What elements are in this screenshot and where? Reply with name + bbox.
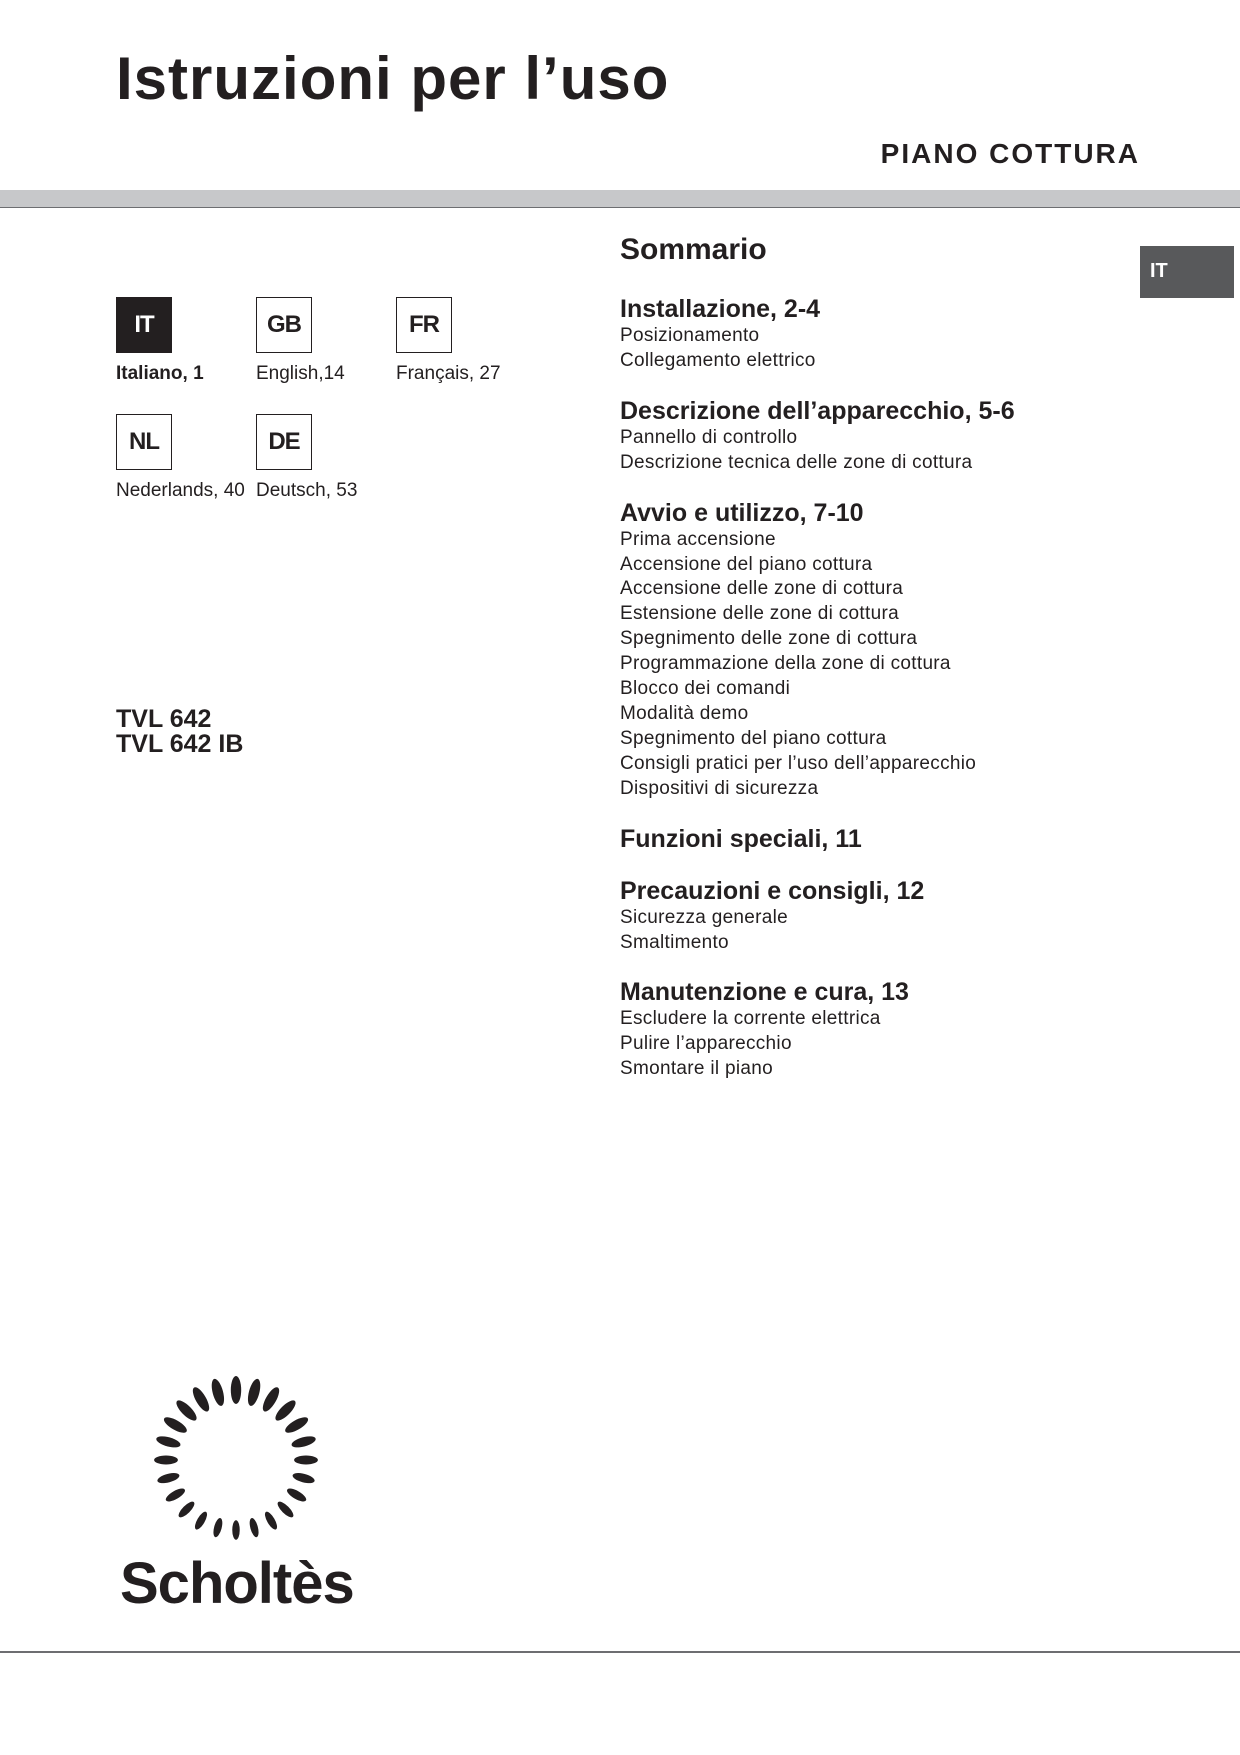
toc-section-descrizione [620,396,1120,476]
toc-item[interactable]: Pulire l’apparecchio [620,1033,792,1055]
footer-rule [0,1651,1240,1653]
header-band [0,190,1240,207]
toc-item[interactable]: Sicurezza generale [620,906,789,928]
toc-item[interactable]: Smontare il piano [620,1058,773,1080]
toc-item[interactable]: Posizionamento [620,325,760,346]
sun-ray [190,1385,213,1414]
language-french[interactable] [396,297,536,385]
toc-item[interactable]: Collegamento elettrico [620,349,816,371]
sun-ray [260,1385,283,1414]
document-title: Istruzioni per l’uso [116,45,670,112]
sun-ray [248,1517,260,1538]
language-code-box: DE [256,414,312,470]
sun-ray [162,1414,189,1435]
sun-ray [246,1378,263,1408]
sun-ray [290,1434,316,1449]
toc-section-precauzioni [620,876,1120,956]
toc-item[interactable]: Estensione delle zone di cottura [620,603,899,625]
model-list [116,707,243,757]
language-german[interactable] [256,414,396,502]
model-name: TVL 642 [116,705,212,733]
language-label: English,14 [256,363,345,384]
sun-ray [209,1378,226,1408]
sun-ray [232,1520,239,1540]
language-code-box: IT [116,297,172,353]
toc-item[interactable]: Blocco dei comandi [620,678,791,700]
toc-item[interactable]: Spegnimento del piano cottura [620,727,887,749]
sun-ray [275,1499,295,1519]
sun-ray [263,1510,280,1531]
toc-item[interactable]: Pannello di controllo [620,426,798,448]
toc-item[interactable]: Descrizione tecnica delle zone di cottura [620,451,973,473]
toc-section-avvio [620,498,1120,802]
sun-ray [231,1376,241,1404]
sun-ray [193,1510,210,1531]
toc-item[interactable]: Accensione delle zone di cottura [620,578,904,600]
sun-ray [156,1471,180,1485]
toc-heading[interactable]: Avvio e utilizzo, 7-10 [620,498,864,527]
language-dutch[interactable] [116,414,256,502]
toc-item[interactable]: Programmazione della zone di cottura [620,653,951,675]
product-category: PIANO COTTURA [880,138,1140,169]
language-label: Français, 27 [396,363,501,384]
toc-item[interactable]: Dispositivi di sicurezza [620,777,819,799]
toc-item[interactable]: Smaltimento [620,931,729,953]
toc-heading[interactable]: Installazione, 2-4 [620,295,821,323]
sun-ray [155,1434,181,1449]
toc-section-manutenzione [620,977,1120,1082]
sun-ray [283,1414,310,1435]
toc-section-funzioni [620,824,1120,854]
toc-section-installazione [620,294,1120,374]
toc-item[interactable]: Modalità demo [620,702,749,724]
language-code-box: GB [256,297,312,353]
toc-title: Sommario [620,233,767,266]
sun-ray [212,1517,224,1538]
toc-item[interactable]: Spegnimento delle zone di cottura [620,628,918,650]
toc-item[interactable]: Escludere la corrente elettrica [620,1008,881,1030]
language-code-box: FR [396,297,452,353]
sun-ray [154,1456,178,1465]
model-name: TVL 642 IB [116,730,244,758]
toc-heading[interactable]: Funzioni speciali, 11 [620,824,862,853]
sun-ray [294,1456,318,1465]
language-label: Deutsch, 53 [256,480,358,501]
language-tab-it: IT [1140,246,1234,298]
language-label: Italiano, 1 [116,363,204,384]
toc-heading[interactable]: Descrizione dell’apparecchio, 5-6 [620,396,1015,425]
sun-burst-logo-svg [120,1368,360,1558]
brand-logo-text: Scholtès [120,1551,354,1616]
sun-ray [285,1486,308,1504]
sun-ray [292,1471,316,1485]
toc-heading[interactable]: Precauzioni e consigli, 12 [620,876,925,905]
toc-item[interactable]: Prima accensione [620,528,776,550]
language-italian[interactable] [116,297,256,385]
language-code-box: NL [116,414,172,470]
toc-heading[interactable]: Manutenzione e cura, 13 [620,978,909,1007]
toc-item[interactable]: Consigli pratici per l’uso dell’apparecchio [620,752,977,774]
table-of-contents [620,232,1120,1104]
header-rule [0,207,1240,208]
sun-ray [273,1398,299,1424]
sun-ray [174,1398,200,1424]
sun-ray [164,1486,187,1504]
sun-ray [176,1499,196,1519]
toc-item[interactable]: Accensione del piano cottura [620,553,873,575]
language-english[interactable] [256,297,396,385]
language-label: Nederlands, 40 [116,480,245,501]
